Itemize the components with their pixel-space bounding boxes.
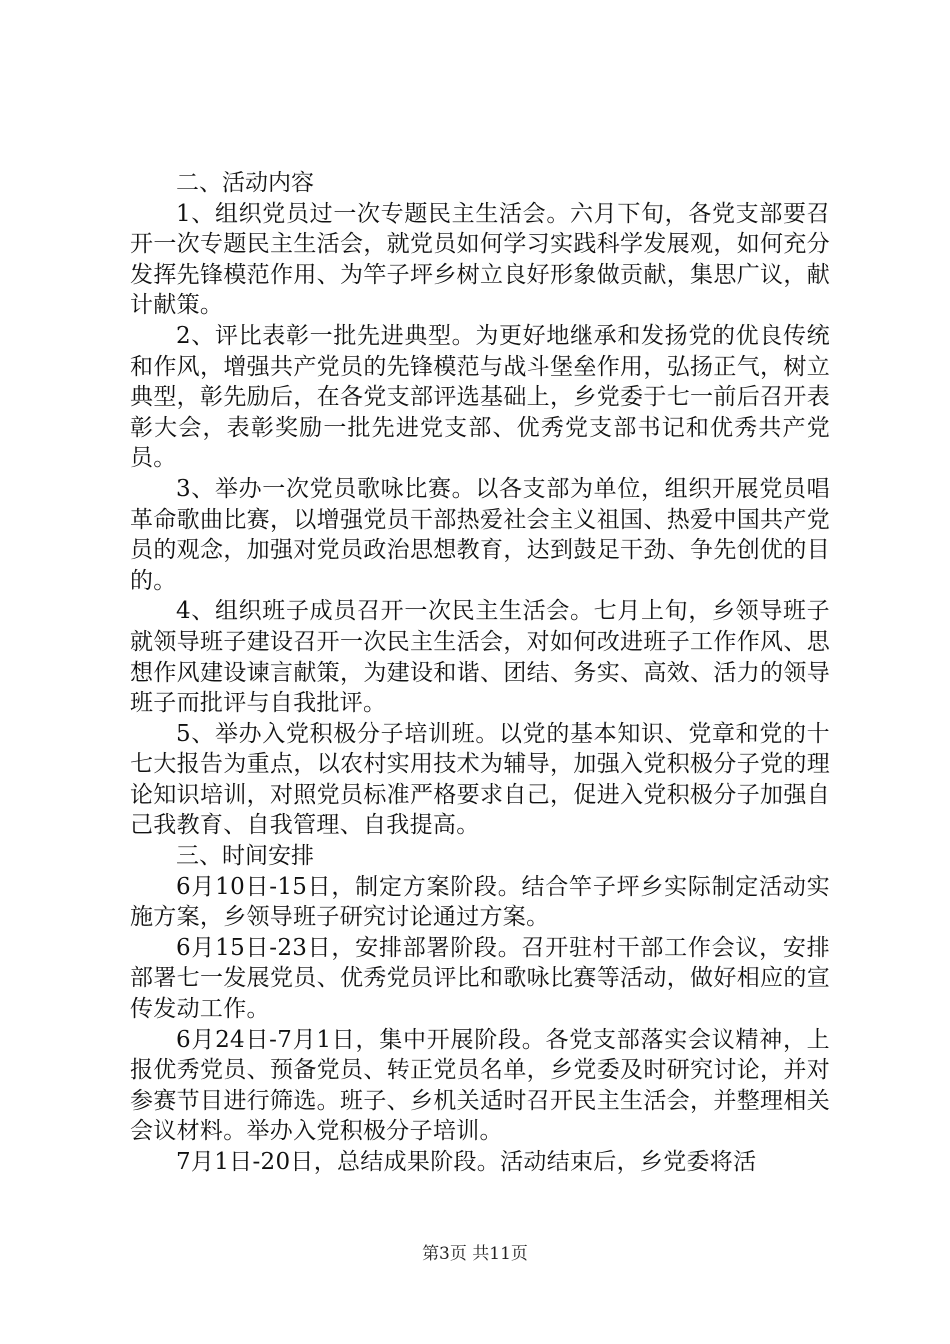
paragraph-item-1: 1、组织党员过一次专题民主生活会。六月下旬，各党支部要召开一次专题民主生活会，就党员如何学习实践科学发展观，如何充分发挥先锋模范作用、为竿子坪乡树立良好形象做贡献，集思广议，献计献策。 [130,200,830,319]
paragraph-phase-1: 6月10日-15日，制定方案阶段。结合竿子坪乡实际制定活动实施方案，乡领导班子研究讨论通过方案。 [130,873,830,931]
paragraph-item-4: 4、组织班子成员召开一次民主生活会。七月上旬，乡领导班子就领导班子建设召开一次民主生活会，对如何改进班子工作作风、思想作风建设谏言献策，为建设和谐、团结、务实、高效、活力的领导班子而批评与自我批评。 [130,598,830,717]
paragraph-item-5: 5、举办入党积极分子培训班。以党的基本知识、党章和党的十七大报告为重点，以农村实用技术为辅导，加强入党积极分子党的理论知识培训，对照党员标准严格要求自己，促进入党积极分子加强自己我教育、自我管理、自我提高。 [130,720,830,839]
section-heading-activities: 二、活动内容 [176,170,314,196]
paragraph-phase-3: 6月24日-7月1日，集中开展阶段。各党支部落实会议精神，上报优秀党员、预备党员、转正党员名单，乡党委及时研究讨论，并对参赛节目进行筛选。班子、乡机关适时召开民主生活会，并整理相关会议材料。举办入党积极分子培训。 [130,1026,830,1145]
paragraph-phase-4: 7月1日-20日，总结成果阶段。活动结束后，乡党委将活 [176,1149,757,1175]
paragraph-item-2: 2、评比表彰一批先进典型。为更好地继承和发扬党的优良传统和作风，增强共产党员的先锋模范与战斗堡垒作用，弘扬正气，树立典型，彰先励后，在各党支部评选基础上，乡党委于七一前后召开表彰大会，表彰奖励一批先进党支部、优秀党支部书记和优秀共产党员。 [130,322,830,472]
document-body [130,168,830,1178]
paragraph-item-3: 3、举办一次党员歌咏比赛。以各支部为单位，组织开展党员唱革命歌曲比赛，以增强党员干部热爱社会主义祖国、热爱中国共产党员的观念，加强对党员政治思想教育，达到鼓足干劲、争先创优的目的。 [130,475,830,594]
paragraph-phase-2: 6月15日-23日，安排部署阶段。召开驻村干部工作会议，安排部署七一发展党员、优秀党员评比和歌咏比赛等活动，做好相应的宣传发动工作。 [130,934,830,1023]
section-heading-schedule: 三、时间安排 [176,843,314,870]
page-number-footer: 第3页 共11页 [422,1244,528,1264]
